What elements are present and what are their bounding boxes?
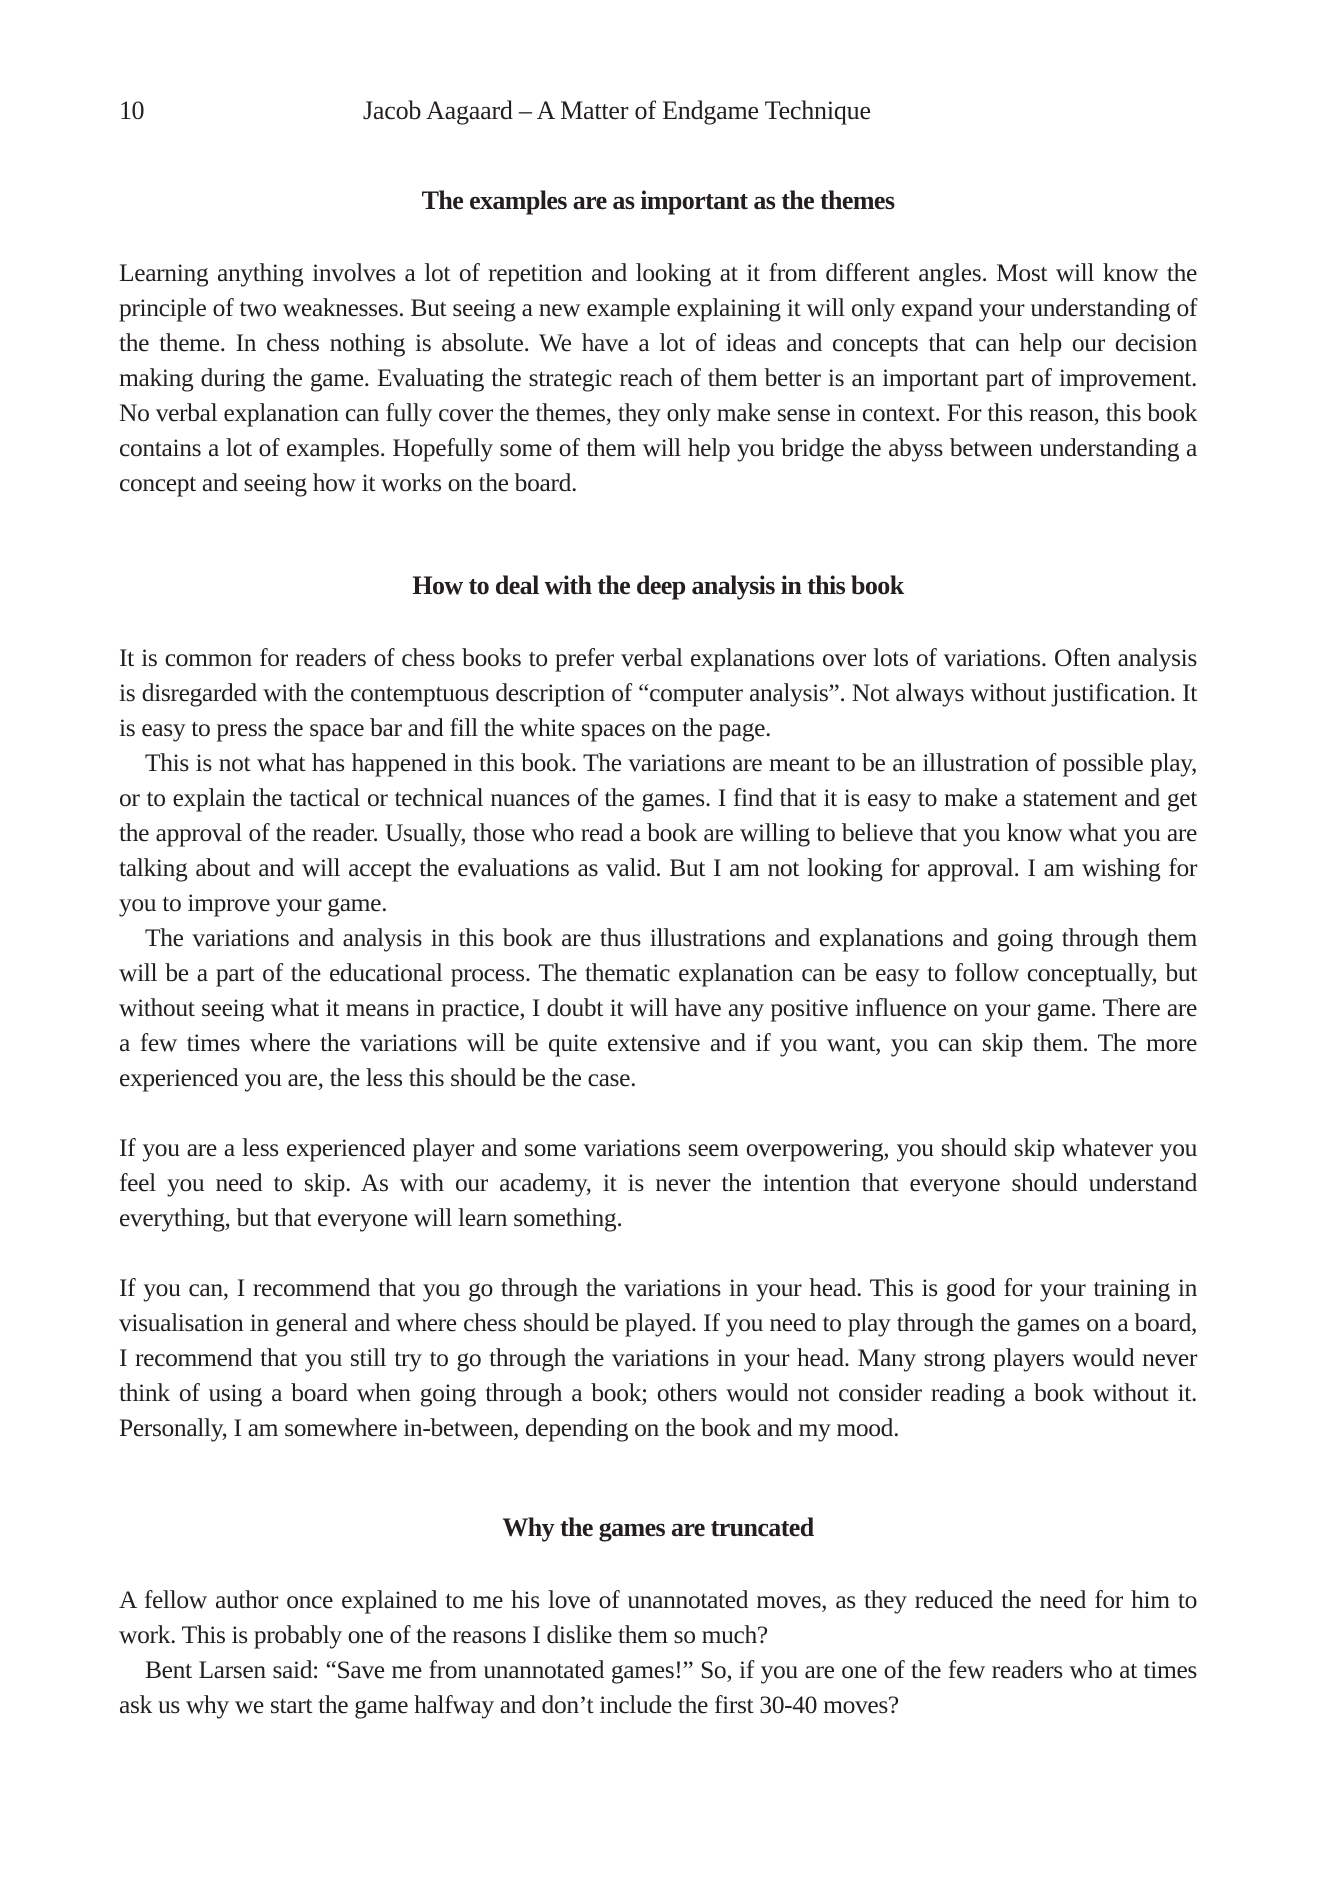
section-body-examples [119,255,1197,500]
section-body-truncated-games [119,1582,1197,1722]
paragraph: This is not what has happened in this book. The variations are meant to be an illustration of possible play, or to explain the tactical or technical nuances of the games. I find that it is easy to make a statement and get the approval of the reader. Usually, those who read a book are willing to believe that you know what you are talking about and will accept the evaluations as valid. But I am not looking for approval. I am wishing for you to improve your game. [119,748,1197,917]
section-heading-examples: The examples are as important as the themes [421,186,895,215]
section-body-deep-analysis [119,640,1197,1445]
running-header: Jacob Aagaard – A Matter of Endgame Technique [363,96,871,125]
paragraph: If you are a less experienced player and some variations seem overpowering, you should skip whatever you feel you need to skip. As with our academy, it is never the intention that everyone should understand everything, but that everyone will learn something. [119,1133,1197,1232]
section-heading-deep-analysis: How to deal with the deep analysis in this book [412,571,904,600]
paragraph: Bent Larsen said: “Save me from unannotated games!” So, if you are one of the few readers who at times ask us why we start the game halfway and don’t include the first 30-40 moves? [119,1655,1197,1719]
page-number: 10 [119,96,144,125]
paragraph: A fellow author once explained to me his love of unannotated moves, as they reduced the need for him to work. This is probably one of the reasons I dislike them so much? [119,1585,1197,1649]
paragraph: Learning anything involves a lot of repetition and looking at it from different angles. Most will know the principle of two weaknesses. But seeing a new example explaining it will only expand your understanding of the theme. In chess nothing is absolute. We have a lot of ideas and concepts that can help our decision making during the game. Evaluating the strategic reach of them better is an important part of improvement. No verbal explanation can fully cover the themes, they only make sense in context. For this reason, this book contains a lot of examples. Hopefully some of them will help you bridge the abyss between understanding a concept and seeing how it works on the board. [119,258,1197,497]
paragraph: The variations and analysis in this book are thus illustrations and explanations and going through them will be a part of the educational process. The thematic explanation can be easy to follow conceptually, but without seeing what it means in practice, I doubt it will have any positive influence on your game. There are a few times where the variations will be quite extensive and if you want, you can skip them. The more experienced you are, the less this should be the case. [119,923,1197,1092]
section-heading-truncated-games: Why the games are truncated [502,1513,814,1542]
paragraph: If you can, I recommend that you go through the variations in your head. This is good for your training in visualisation in general and where chess should be played. If you need to play through the games on a board, I recommend that you still try to go through the variations in your head. Many strong players would never think of using a board when going through a book; others would not consider reading a book without it. Personally, I am somewhere in-between, depending on the book and my mood. [119,1273,1197,1442]
paragraph: It is common for readers of chess books to prefer verbal explanations over lots of variations. Often analysis is disregarded with the contemptuous description of “computer analysis”. Not always without justification. It is easy to press the space bar and fill the white spaces on the page. [119,643,1197,742]
